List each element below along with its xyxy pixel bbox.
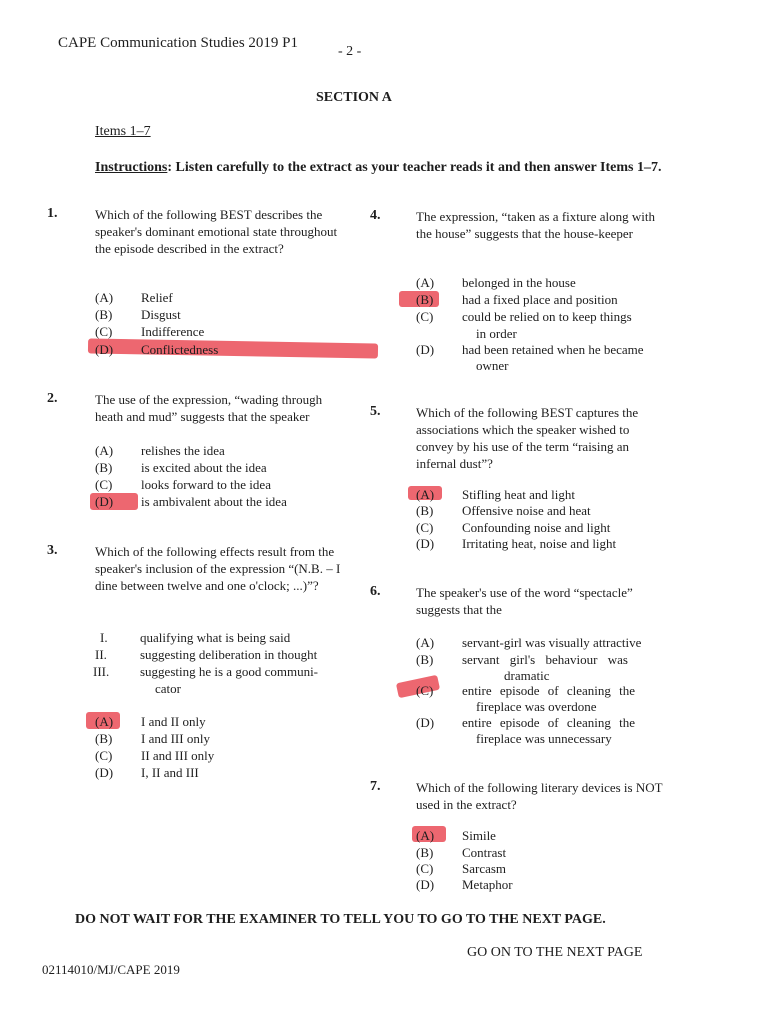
option-letter: (B) [416, 652, 434, 667]
question-text: Which of the following effects result from the speaker's inclusion of the expression “(N.B. – I dine between twelve and one o'clock; ...)”? [95, 544, 341, 593]
option-text: I and II only [141, 714, 206, 729]
option-letter: (A) [416, 487, 435, 502]
option-letter: (C) [95, 477, 113, 492]
option-text: entire episode of cleaning the [462, 715, 636, 730]
highlight-q1-d [88, 338, 378, 358]
option-text: looks forward to the idea [141, 477, 271, 492]
option-text: entire episode of cleaning the [462, 683, 636, 698]
option-text: Irritating heat, noise and light [462, 536, 617, 551]
statement-text-continued: cator [155, 681, 181, 696]
option-text: Disgust [141, 307, 181, 322]
option-letter: (D) [416, 877, 435, 892]
question-text: Which of the following literary devices is NOT used in the extract? [416, 780, 663, 812]
option-letter: (A) [95, 290, 114, 305]
statement-roman: II. [95, 647, 107, 662]
option-text-continued: fireplace was unnecessary [476, 731, 612, 746]
instructions-label: Instructions [95, 160, 168, 175]
option-letter: (C) [416, 520, 434, 535]
option-text: had been retained when he became [462, 342, 644, 357]
option-letter: (D) [416, 536, 435, 551]
items-label: Items 1–7 [95, 124, 151, 139]
question-number: 3. [47, 543, 58, 558]
footer-paper-code: 02114010/MJ/CAPE 2019 [42, 962, 180, 977]
option-letter: (A) [416, 828, 435, 843]
option-text: servant girl's behaviour was [462, 652, 628, 667]
option-text: could be relied on to keep things [462, 309, 632, 324]
option-text: belonged in the house [462, 275, 576, 290]
option-letter: (C) [95, 324, 113, 339]
statement-text: suggesting deliberation in thought [140, 647, 318, 662]
option-letter: (D) [416, 342, 435, 357]
option-text-continued: fireplace was overdone [476, 699, 597, 714]
option-letter: (B) [95, 307, 113, 322]
option-text-continued: in order [476, 326, 517, 341]
question-text: The speaker's use of the word “spectacle” suggests that the [416, 585, 633, 617]
option-text: Indifference [141, 324, 205, 339]
option-text: I, II and III [141, 765, 199, 780]
option-text: Sarcasm [462, 861, 507, 876]
option-text: Simile [462, 828, 496, 843]
option-text: is ambivalent about the idea [141, 494, 287, 509]
option-letter: (B) [95, 731, 113, 746]
question-text: Which of the following BEST captures the associations which the speaker wished to convey by his use of the term “raising an infernal dust”? [416, 405, 639, 471]
question-number: 7. [370, 779, 381, 794]
question-text: Which of the following BEST describes the speaker's dominant emotional state throughout the episode described in the extract? [95, 207, 338, 256]
option-text: Offensive noise and heat [462, 503, 591, 518]
question-number: 4. [370, 208, 381, 223]
option-letter: (A) [416, 635, 435, 650]
option-letter: (C) [416, 309, 434, 324]
option-letter: (B) [416, 845, 434, 860]
option-letter: (A) [95, 443, 114, 458]
option-text: II and III only [141, 748, 215, 763]
option-letter: (A) [95, 714, 114, 729]
option-letter: (C) [416, 861, 434, 876]
question-text: The use of the expression, “wading through heath and mud” suggests that the speaker [95, 392, 323, 424]
option-text: Relief [141, 290, 173, 305]
option-letter: (B) [416, 292, 434, 307]
question-number: 6. [370, 584, 381, 599]
option-letter: (D) [95, 494, 114, 509]
instructions-text: : Listen carefully to the extract as your teacher reads it and then answer Items 1–7. [167, 160, 662, 175]
option-text: Contrast [462, 845, 507, 860]
option-text: I and III only [141, 731, 210, 746]
option-text: relishes the idea [141, 443, 225, 458]
option-text: servant-girl was visually attractive [462, 635, 642, 650]
option-text: Confounding noise and light [462, 520, 611, 535]
statement-text: suggesting he is a good communi- [140, 664, 319, 679]
option-text-continued: owner [476, 358, 509, 373]
document-header: CAPE Communication Studies 2019 P1 [58, 35, 299, 51]
question-text: The expression, “taken as a fixture along with the house” suggests that the house-keeper [416, 209, 655, 241]
option-text: Metaphor [462, 877, 513, 892]
option-letter: (B) [416, 503, 434, 518]
option-letter: (D) [95, 342, 114, 357]
option-letter: (D) [416, 715, 435, 730]
question-number: 1. [47, 206, 58, 221]
option-text-continued: dramatic [504, 668, 550, 683]
question-number: 5. [370, 404, 381, 419]
option-text: had a fixed place and position [462, 292, 618, 307]
option-letter: (C) [416, 683, 434, 698]
footer-next-page: GO ON TO THE NEXT PAGE [467, 945, 643, 960]
option-letter: (D) [95, 765, 114, 780]
option-text: is excited about the idea [141, 460, 267, 475]
question-number: 2. [47, 391, 58, 406]
page-number: - 2 - [338, 44, 362, 59]
statement-roman: I. [100, 630, 108, 645]
option-text: Stifling heat and light [462, 487, 576, 502]
footer-warning: DO NOT WAIT FOR THE EXAMINER TO TELL YOU TO GO TO THE NEXT PAGE. [75, 912, 606, 927]
statement-text: qualifying what is being said [140, 630, 291, 645]
option-text: Conflictedness [141, 342, 219, 357]
option-letter: (A) [416, 275, 435, 290]
option-letter: (B) [95, 460, 113, 475]
statement-roman: III. [93, 664, 110, 679]
section-title: SECTION A [316, 90, 392, 105]
option-letter: (C) [95, 748, 113, 763]
instructions [95, 160, 715, 176]
